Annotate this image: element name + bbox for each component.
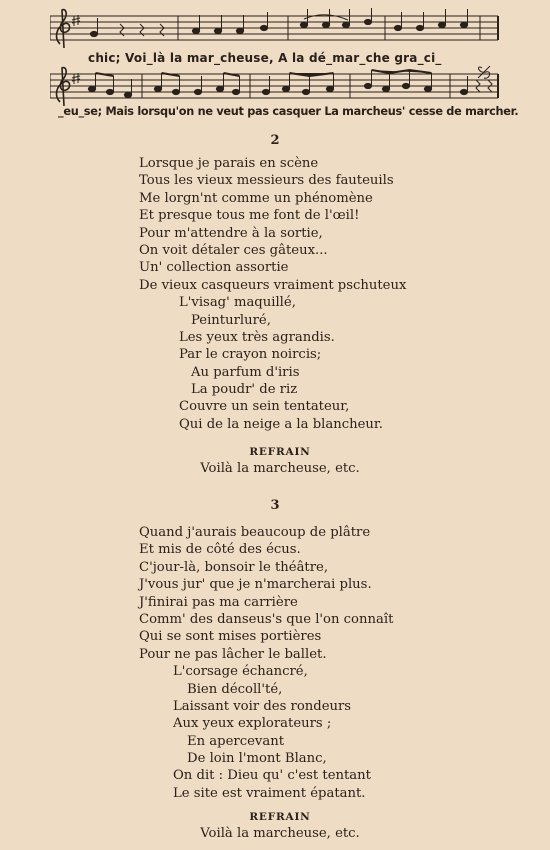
verse-line: Quand j'aurais beaucoup de plâtre <box>139 525 371 540</box>
verse-line: Pour ne pas lâcher le ballet. <box>139 646 327 662</box>
refrain-title: REFRAIN <box>249 811 311 823</box>
staff-2-lyrics: _eu_se; Mais lorsqu'on ne veut pas casquer La marcheus' cesse de marcher. <box>58 105 519 118</box>
verse-line: La poudr' de riz <box>191 382 298 398</box>
verse-line: L'corsage échancré, <box>173 664 308 680</box>
verse-line: On dit : Dieu qu' c'est tentant <box>173 768 371 784</box>
verse-line: Pour m'attendre à la sortie, <box>139 225 323 241</box>
verse-line: Tous les vieux messieurs des fauteuils <box>139 173 394 189</box>
verse-line: Comm' des danseus's que l'on connaît <box>139 611 394 627</box>
verse-line: Aux yeux explorateurs ; <box>173 716 332 732</box>
verse-line: En apercevant <box>187 733 285 749</box>
verse-3 <box>139 524 393 802</box>
verse-2 <box>139 155 406 433</box>
verse-line: Qui de la neige a la blancheur. <box>179 416 383 432</box>
verse-line: C'jour-là, bonsoir le théâtre, <box>139 559 329 575</box>
staff-1-lyrics: chic; Voi_là la mar_cheuse, A la dé_mar_che gra_ci_ <box>88 51 442 65</box>
verse-line: Bien décoll'té, <box>187 681 283 697</box>
verse-line: Lorsque je parais en scène <box>139 156 319 171</box>
refrain-title: REFRAIN <box>249 446 311 458</box>
verse-line: Par le crayon noircis; <box>179 347 322 363</box>
verse-line: Qui se sont mises portières <box>139 629 322 645</box>
verse-line: Laissant voir des rondeurs <box>173 698 352 714</box>
verse-line: Me lorgn'nt comme un phénomène <box>139 190 373 206</box>
staff-1-notation <box>50 8 500 54</box>
refrain-text: Voilà la marcheuse, etc. <box>200 826 360 841</box>
music-staff-1 <box>50 8 500 66</box>
verse-line: L'visag' maquillé, <box>179 295 296 311</box>
verse-line: Au parfum d'iris <box>191 364 300 380</box>
music-staff-2 <box>50 66 519 124</box>
verse-line: Le site est vraiment épatant. <box>173 785 366 801</box>
verse-line: De vieux casqueurs vraiment pschuteux <box>139 277 407 293</box>
verse-line: J'finirai pas ma carrière <box>139 594 298 610</box>
verse-line: Peinturluré, <box>191 312 271 328</box>
verse-line: J'vous jur' que je n'marcherai plus. <box>139 577 372 593</box>
verse-line: On voit détaler ces gâteux... <box>139 242 328 258</box>
verse-line: Couvre un sein tentateur, <box>179 399 350 415</box>
verse-2-number: 2 <box>270 133 280 148</box>
verse-line: De loin l'mont Blanc, <box>187 751 327 767</box>
verse-line: Les yeux très agrandis. <box>179 329 335 345</box>
verse-line: Et presque tous me font de l'œil! <box>139 208 360 224</box>
verse-line: Un' collection assortie <box>139 260 289 276</box>
verse-3-number: 3 <box>270 498 280 513</box>
verse-line: Et mis de côté des écus. <box>139 542 301 558</box>
refrain-text: Voilà la marcheuse, etc. <box>200 461 360 476</box>
